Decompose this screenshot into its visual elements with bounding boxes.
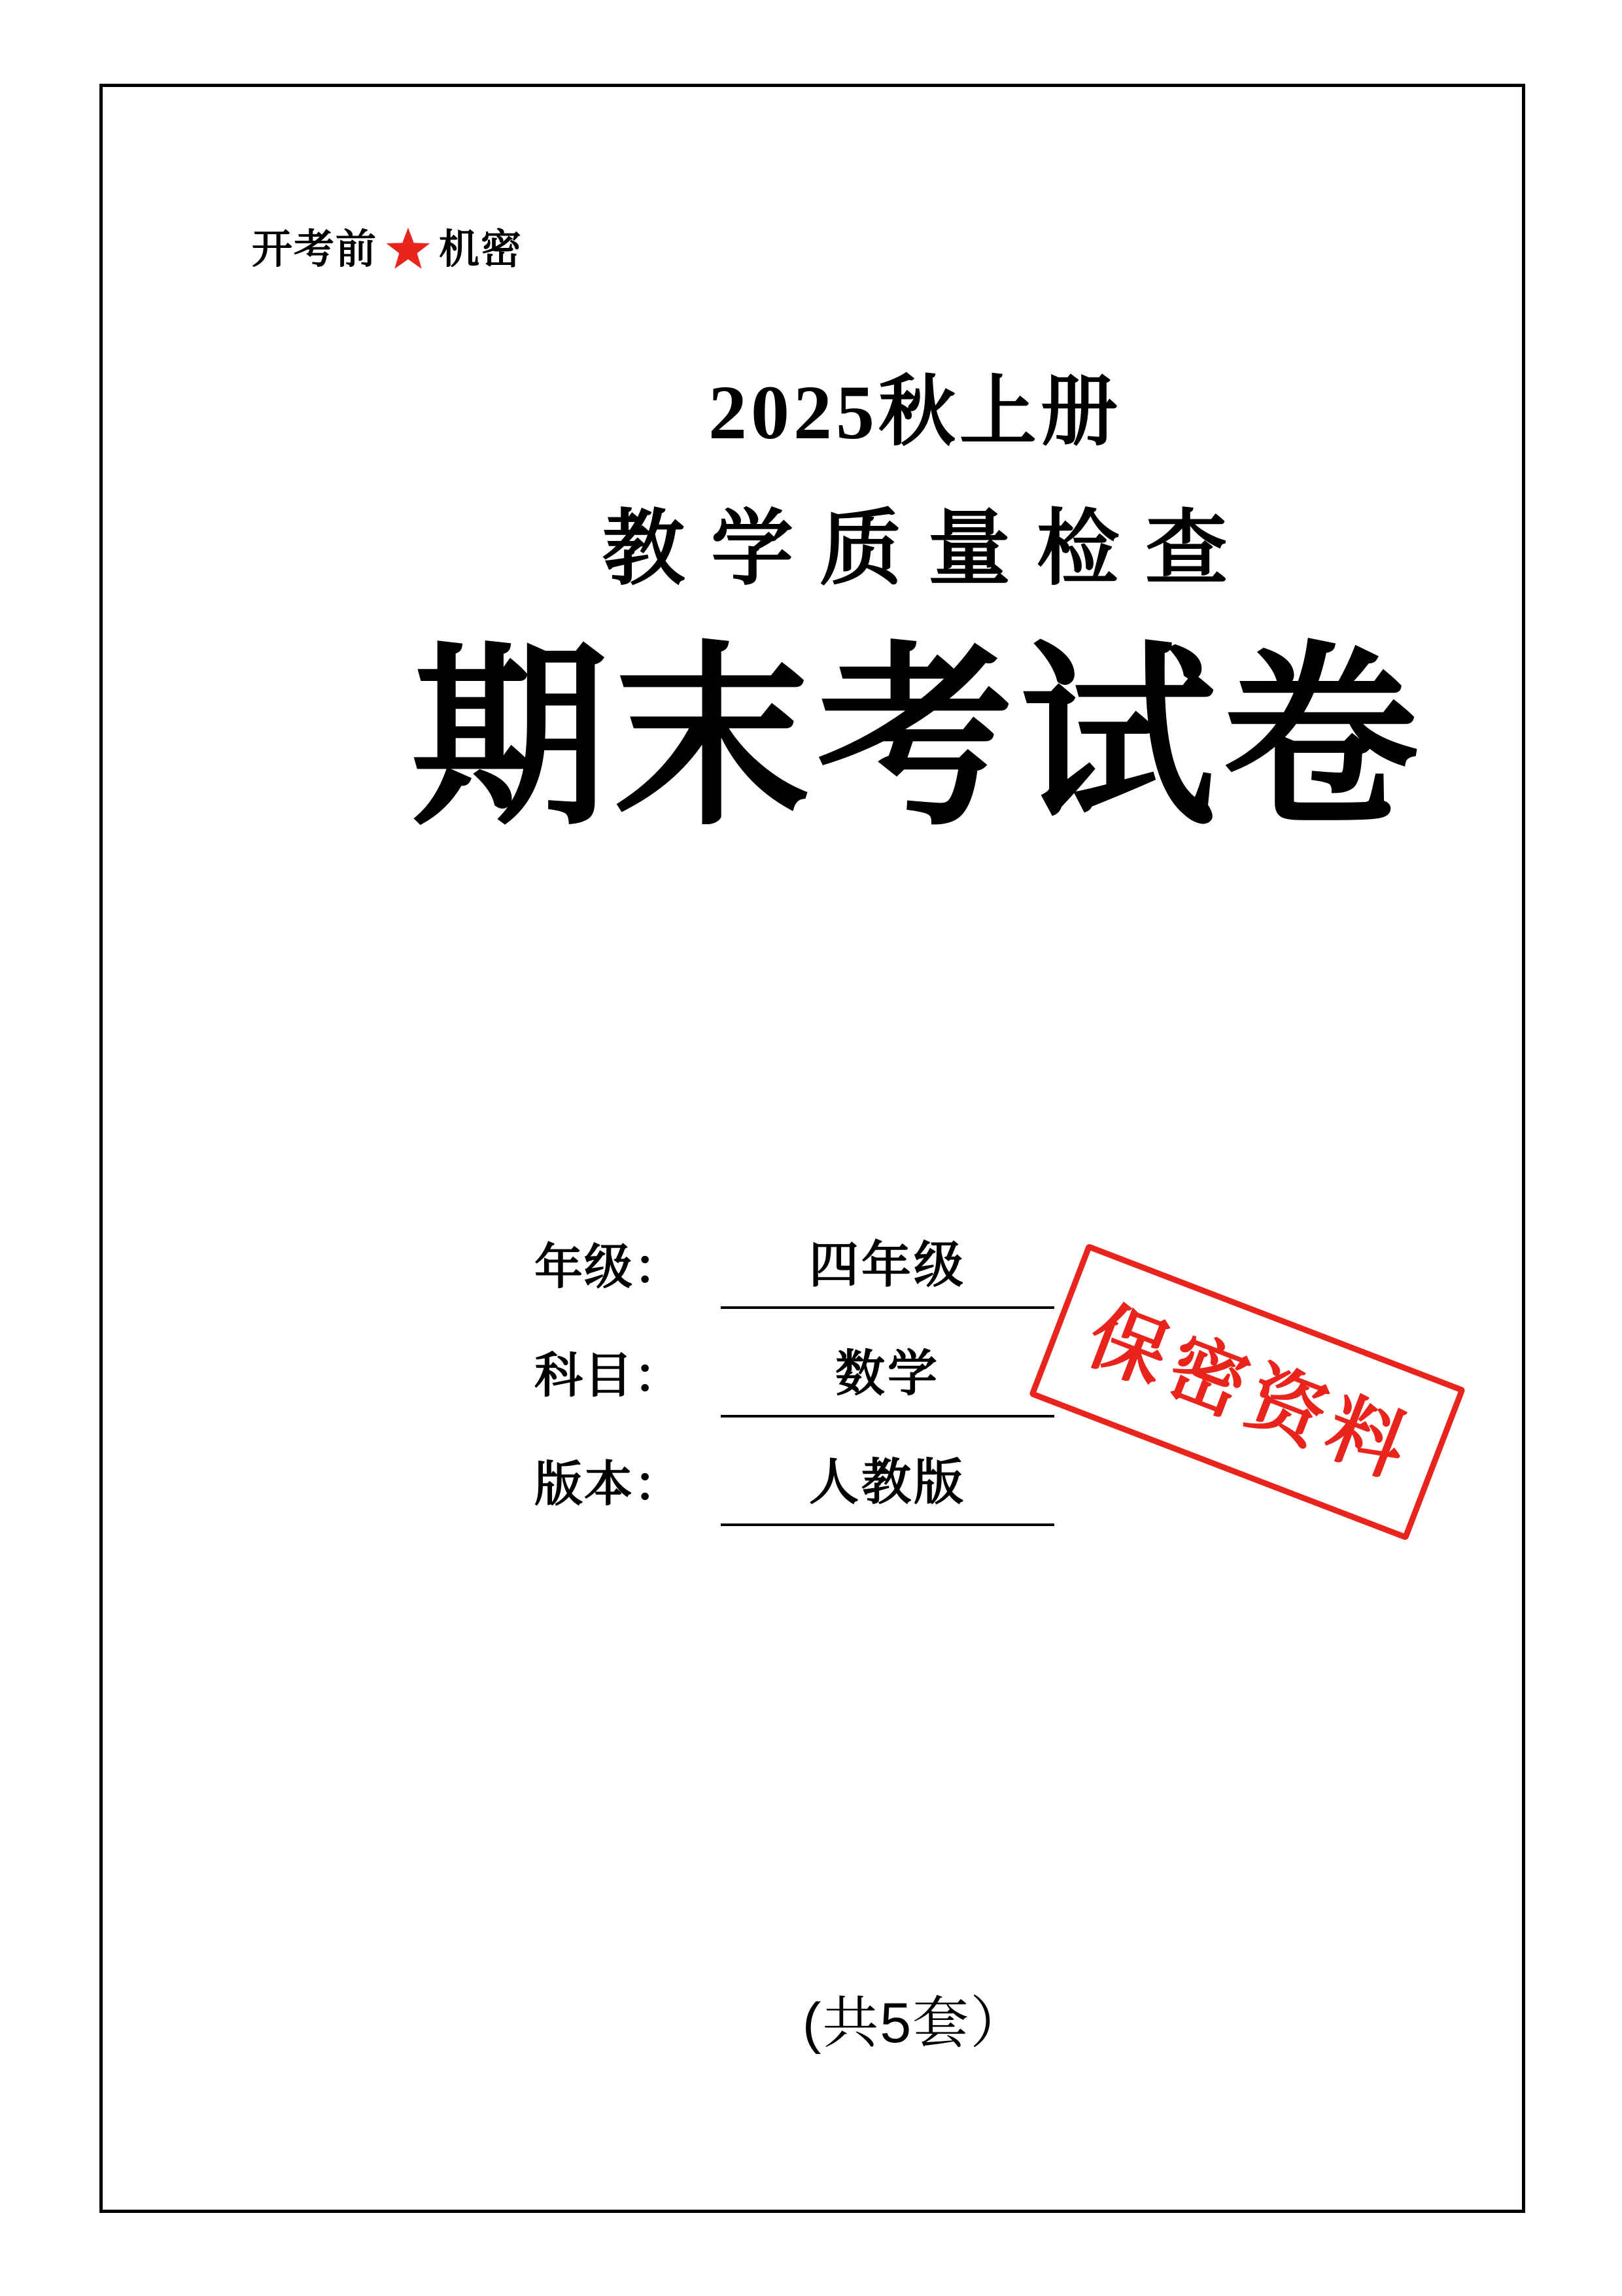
field-row-edition bbox=[534, 1455, 1293, 1564]
secrecy-suffix-text: 机密 bbox=[439, 228, 523, 272]
secrecy-notice bbox=[252, 226, 523, 274]
stamp-text: 保密资料 bbox=[1077, 1292, 1425, 1495]
red-star-icon bbox=[384, 226, 432, 274]
edition-rule-line bbox=[721, 1523, 1054, 1526]
page-border-frame bbox=[99, 84, 1525, 2213]
edition-label: 版本： bbox=[534, 1458, 683, 1512]
term-title: 2025秋上册 bbox=[708, 370, 1122, 455]
grade-rule-line bbox=[721, 1306, 1054, 1309]
grade-label: 年级： bbox=[534, 1241, 683, 1295]
title-block bbox=[205, 368, 1622, 851]
secrecy-prefix-text: 开考前 bbox=[252, 228, 378, 272]
subject-value: 数学 bbox=[835, 1347, 940, 1402]
set-count-note: (共5套） bbox=[802, 1992, 1028, 2055]
subject-rule-line bbox=[721, 1415, 1054, 1418]
edition-value: 人教版 bbox=[809, 1455, 966, 1510]
page-title: 期末考试卷 bbox=[411, 627, 1425, 848]
grade-value: 四年级 bbox=[809, 1238, 966, 1293]
subject-label: 科目： bbox=[534, 1349, 683, 1403]
subtitle: 教学质量检查 bbox=[602, 504, 1254, 595]
